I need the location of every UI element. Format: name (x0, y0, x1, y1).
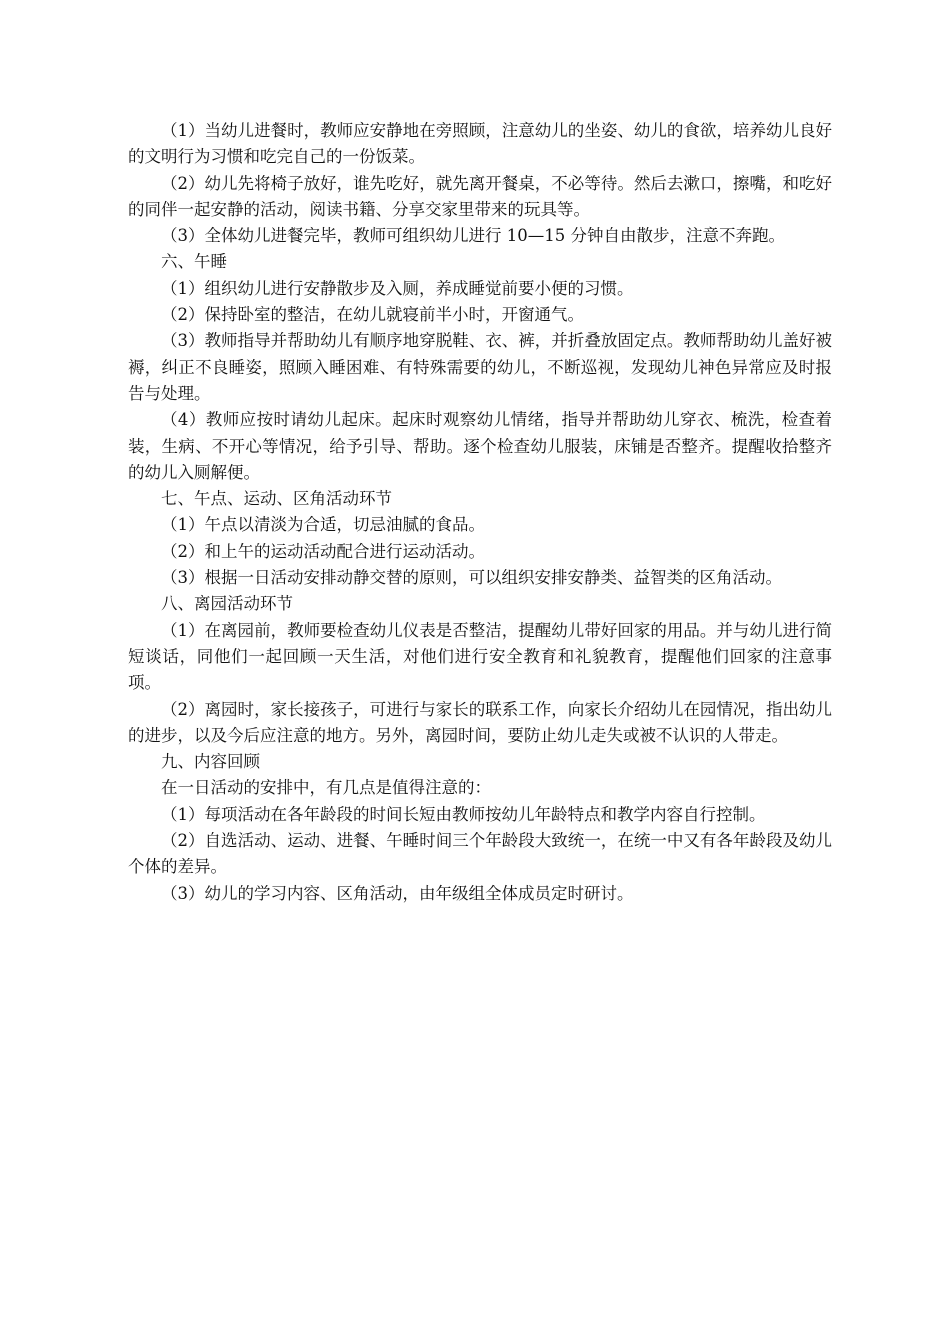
paragraph-meal-1: （1）当幼儿进餐时，教师应安静地在旁照顾，注意幼儿的坐姿、幼儿的食欲，培养幼儿良好的文明行为习惯和吃完自己的一份饭菜。 (128, 121, 832, 167)
document-page (128, 118, 832, 907)
paragraph-meal-3: （3）全体幼儿进餐完毕，教师可组织幼儿进行 10—15 分钟自由散步，注意不奔跑。 (161, 226, 785, 246)
paragraph-review-2: （2）自选活动、运动、进餐、午睡时间三个年龄段大致统一，在统一中又有各年龄段及幼儿个体的差异。 (128, 831, 832, 877)
paragraph-departure-2: （2）离园时，家长接孩子，可进行与家长的联系工作，向家长介绍幼儿在园情况，指出幼儿的进步，以及今后应注意的地方。另外，离园时间，要防止幼儿走失或被不认识的人带走。 (128, 699, 832, 745)
paragraph-departure-1: （1）在离园前，教师要检查幼儿仪表是否整洁，提醒幼儿带好回家的用品。并与幼儿进行简短谈话，同他们一起回顾一天生活，对他们进行安全教育和礼貌教育，提醒他们回家的注意事项。 (128, 620, 832, 693)
section-heading-snack: 七、午点、运动、区角活动环节 (161, 489, 392, 509)
paragraph-review-intro: 在一日活动的安排中，有几点是值得注意的： (161, 778, 491, 798)
section-heading-nap: 六、午睡 (161, 252, 227, 272)
paragraph-review-1: （1）每项活动在各年龄段的时间长短由教师按幼儿年龄特点和教学内容自行控制。 (161, 804, 766, 824)
paragraph-nap-4: （4）教师应按时请幼儿起床。起床时观察幼儿情绪，指导并帮助幼儿穿衣、梳洗，检查着装，生病、不开心等情况，给予引导、帮助。逐个检查幼儿服装，床铺是否整齐。提醒收拾整齐的幼儿入厕解便。 (128, 410, 832, 482)
section-heading-review: 九、内容回顾 (161, 752, 260, 772)
section-heading-departure: 八、离园活动环节 (161, 594, 293, 614)
paragraph-nap-1: （1）组织幼儿进行安静散步及入厕，养成睡觉前要小便的习惯。 (161, 278, 634, 298)
paragraph-snack-2: （2）和上午的运动活动配合进行运动活动。 (161, 541, 485, 561)
paragraph-meal-2: （2）幼儿先将椅子放好，谁先吃好，就先离开餐桌，不必等待。然后去漱口，擦嘴，和吃好的同伴一起安静的活动，阅读书籍、分享交家里带来的玩具等。 (128, 173, 832, 219)
paragraph-snack-3: （3）根据一日活动安排动静交替的原则，可以组织安排安静类、益智类的区角活动。 (161, 568, 782, 588)
paragraph-snack-1: （1）午点以清淡为合适，切忌油腻的食品。 (161, 515, 485, 535)
paragraph-review-3: （3）幼儿的学习内容、区角活动，由年级组全体成员定时研讨。 (161, 883, 634, 903)
paragraph-nap-3: （3）教师指导并帮助幼儿有顺序地穿脱鞋、衣、裤，并折叠放固定点。教师帮助幼儿盖好被褥，纠正不良睡姿，照顾入睡困难、有特殊需要的幼儿，不断巡视，发现幼儿神色异常应及时报告与处理。 (128, 331, 832, 403)
paragraph-nap-2: （2）保持卧室的整洁，在幼儿就寝前半小时，开窗通气。 (161, 305, 584, 325)
